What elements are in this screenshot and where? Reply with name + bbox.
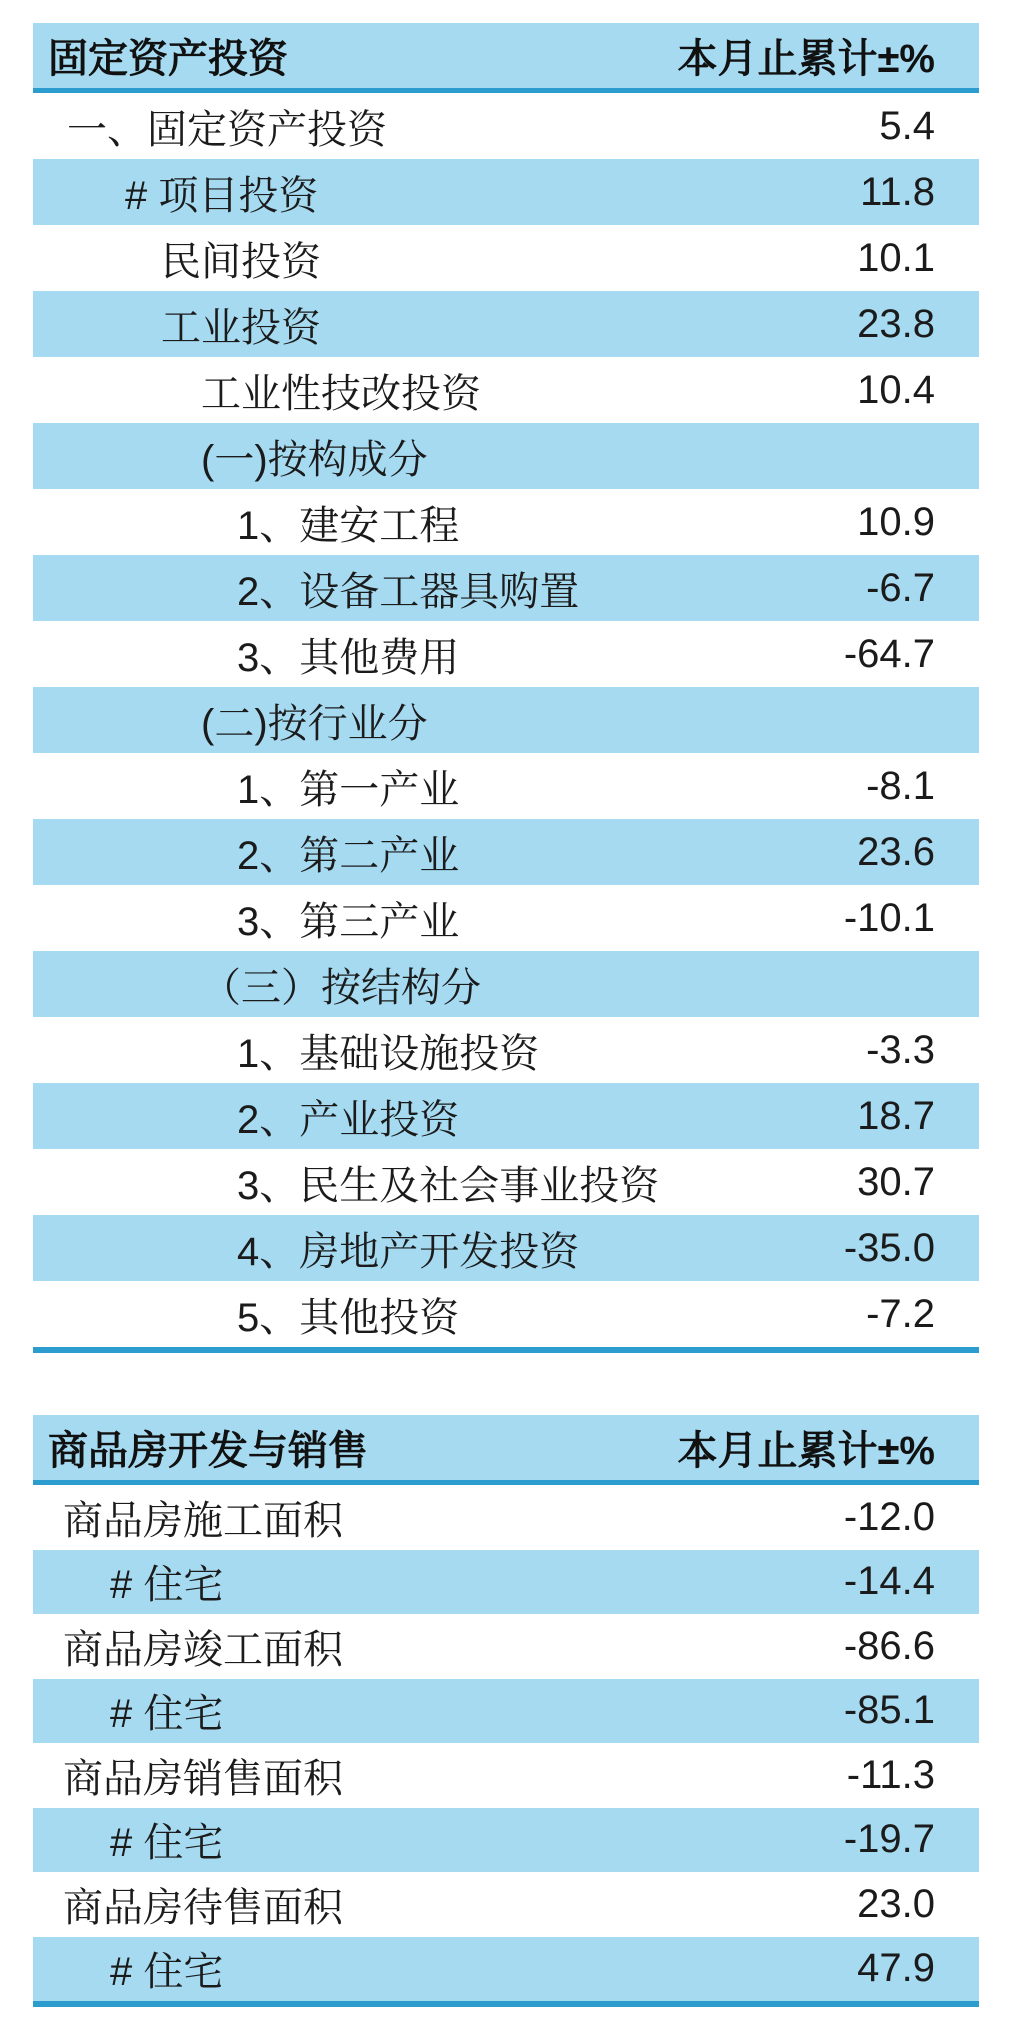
row-label: 2、第二产业 (237, 833, 460, 878)
table-row (33, 555, 979, 621)
value-column-header: 本月止累计±% (677, 1429, 935, 1473)
row-label: (一)按构成分 (201, 437, 428, 482)
row-label: 3、其他费用 (237, 635, 460, 680)
row-value: -19.7 (843, 1817, 935, 1862)
row-label: 4、房地产开发投资 (237, 1229, 580, 1274)
row-value: -35.0 (843, 1225, 935, 1270)
table-row (33, 1149, 979, 1215)
table-row (33, 753, 979, 819)
row-value: -85.1 (843, 1688, 935, 1733)
row-value: -14.4 (843, 1559, 935, 1604)
row-label: # 项目投资 (125, 173, 319, 218)
table-row (33, 621, 979, 687)
row-label: # 住宅 (110, 1821, 224, 1866)
table-row (33, 819, 979, 885)
row-label: 商品房施工面积 (63, 1498, 343, 1543)
row-value: -12.0 (843, 1494, 935, 1539)
row-value: 47.9 (857, 1946, 935, 1991)
table-row (33, 1215, 979, 1281)
row-label: 1、建安工程 (237, 503, 460, 548)
row-value: -64.7 (843, 631, 935, 676)
table-row (33, 885, 979, 951)
row-label: 一、固定资产投资 (67, 107, 387, 152)
table-row (33, 1550, 979, 1615)
row-label: 商品房待售面积 (63, 1885, 343, 1930)
fixed-asset-investment-table (33, 23, 979, 1353)
row-value: 18.7 (857, 1093, 935, 1138)
table-row (33, 291, 979, 357)
table-row (33, 489, 979, 555)
row-label: 工业性技改投资 (201, 371, 481, 416)
table-body (33, 1485, 979, 2007)
value-column-header: 本月止累计±% (677, 37, 935, 81)
row-label: # 住宅 (110, 1692, 224, 1737)
row-value: -86.6 (843, 1623, 935, 1668)
table-row-group-header (33, 951, 979, 1017)
row-value: 5.4 (879, 103, 935, 148)
row-label: 2、设备工器具购置 (237, 569, 580, 614)
row-value: 10.1 (857, 235, 935, 280)
table-row (33, 1937, 979, 2002)
row-value: 10.9 (857, 499, 935, 544)
table-row (33, 1614, 979, 1679)
row-label: 商品房竣工面积 (63, 1627, 343, 1672)
row-label: 2、产业投资 (237, 1097, 460, 1142)
row-value: -3.3 (866, 1027, 935, 1072)
row-label: 3、第三产业 (237, 899, 460, 944)
table-row (33, 1808, 979, 1873)
row-label: 1、第一产业 (237, 767, 460, 812)
row-label: 3、民生及社会事业投资 (237, 1163, 660, 1208)
row-value: 10.4 (857, 367, 935, 412)
table-row (33, 93, 979, 159)
row-value: -8.1 (866, 763, 935, 808)
row-value: 30.7 (857, 1159, 935, 1204)
row-label: 工业投资 (161, 305, 321, 350)
table-header (33, 1415, 979, 1485)
row-value: 23.8 (857, 301, 935, 346)
table-row (33, 1485, 979, 1550)
table-row (33, 1872, 979, 1937)
row-value: 23.6 (857, 829, 935, 874)
table-title: 商品房开发与销售 (48, 1429, 368, 1473)
row-value: -6.7 (866, 565, 935, 610)
row-label: 1、基础设施投资 (237, 1031, 540, 1076)
table-header (33, 23, 979, 93)
row-value: 23.0 (857, 1881, 935, 1926)
row-value: -10.1 (843, 895, 935, 940)
row-value: -7.2 (866, 1291, 935, 1336)
table-body (33, 93, 979, 1353)
row-label: # 住宅 (110, 1950, 224, 1995)
table-row-group-header (33, 423, 979, 489)
table-row (33, 1083, 979, 1149)
row-label: （三）按结构分 (201, 965, 481, 1010)
row-label: 商品房销售面积 (63, 1756, 343, 1801)
table-row (33, 1017, 979, 1083)
table-row (33, 1679, 979, 1744)
row-label: 5、其他投资 (237, 1295, 460, 1340)
row-value: 11.8 (860, 169, 935, 214)
row-label: (二)按行业分 (201, 701, 428, 746)
row-value: -11.3 (846, 1752, 935, 1797)
table-row (33, 1743, 979, 1808)
table-row (33, 159, 979, 225)
row-label: 民间投资 (161, 239, 321, 284)
table-row (33, 225, 979, 291)
table-row (33, 357, 979, 423)
table-row (33, 1281, 979, 1347)
table-title: 固定资产投资 (48, 37, 288, 81)
table-row-group-header (33, 687, 979, 753)
row-label: # 住宅 (110, 1563, 224, 1608)
commercial-housing-table (33, 1415, 979, 2007)
